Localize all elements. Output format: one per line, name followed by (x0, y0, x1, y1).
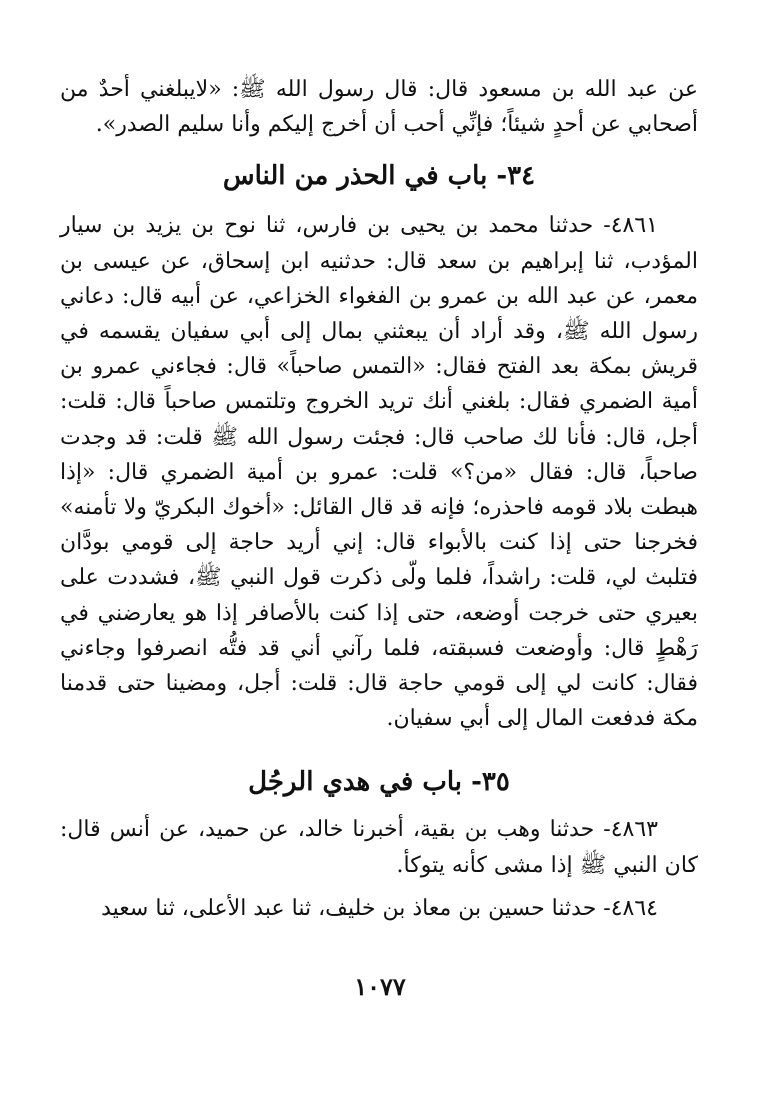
hadith-4861: ٤٨٦١- حدثنا محمد بن يحيى بن فارس، ثنا نوح بن يزيد بن سيار المؤدب، ثنا إبراهيم بن سعد قال: حدثنيه ابن إسحاق، عن عيسى بن معمر، عن عبد الله بن عمرو بن الفغواء الخزاعي، عن أبيه قال: دعاني رسول الله ﷺ، وقد أراد أن يبعثني بمال إلى أبي سفيان يقسمه في قريش بمكة بعد الفتح فقال: «التمس صاحباً» قال: فجاءني عمرو بن أمية الضمري فقال: بلغني أنك تريد الخروج وتلتمس صاحباً قال: قلت: أجل، قال: فأنا لك صاحب قال: فجئت رسول الله ﷺ قلت: قد وجدت صاحباً، قال: فقال «من؟» قلت: عمرو بن أمية الضمري قال: «إذا هبطت بلاد قومه فاحذره؛ فإنه قد قال القائل: «أخوك البكريّ ولا تأمنه» فخرجنا حتى إذا كنت بالأبواء قال: إني أريد حاجة إلى قومي بودَّان فتلبث لي، قلت: راشداً، فلما ولّى ذكرت قول النبي ﷺ، فشددت على بعيري حتى خرجت أوضعه، حتى إذا كنت بالأصافر إذا هو يعارضني في رَهْطٍ قال: وأوضعت فسبقته، فلما رآني أني قد فتُّه انصرفوا وجاءني فقال: كانت لي إلى قومي حاجة قال: قلت: أجل، ومضينا حتى قدمنا مكة فدفعت المال إلى أبي سفيان. (60, 213, 698, 732)
hadith-4864: ٤٨٦٤- حدثنا حسين بن معاذ بن خليف، ثنا عبد الأعلى، ثنا سعيد (101, 895, 658, 921)
section-heading-34: ٣٤- باب في الحذر من الناس (222, 161, 536, 192)
hadith-4863: ٤٨٦٣- حدثنا وهب بن بقية، أخبرنا خالد، عن حميد، عن أنس قال: كان النبي ﷺ إذا مشى كأنه يتوكأ. (60, 817, 698, 878)
section-heading-35: ٣٥- باب في هدي الرجُل (248, 767, 510, 798)
page-body (60, 72, 698, 934)
intro-paragraph: عن عبد الله بن مسعود قال: قال رسول الله ﷺ: «لايبلغني أحدٌ من أصحابي عن أحدٍ شيئاً؛ فإنِّي أحب أن أخرج إليكم وأنا سليم الصدر». (60, 77, 698, 138)
page-number: ١٠٧٧ (354, 972, 406, 1001)
